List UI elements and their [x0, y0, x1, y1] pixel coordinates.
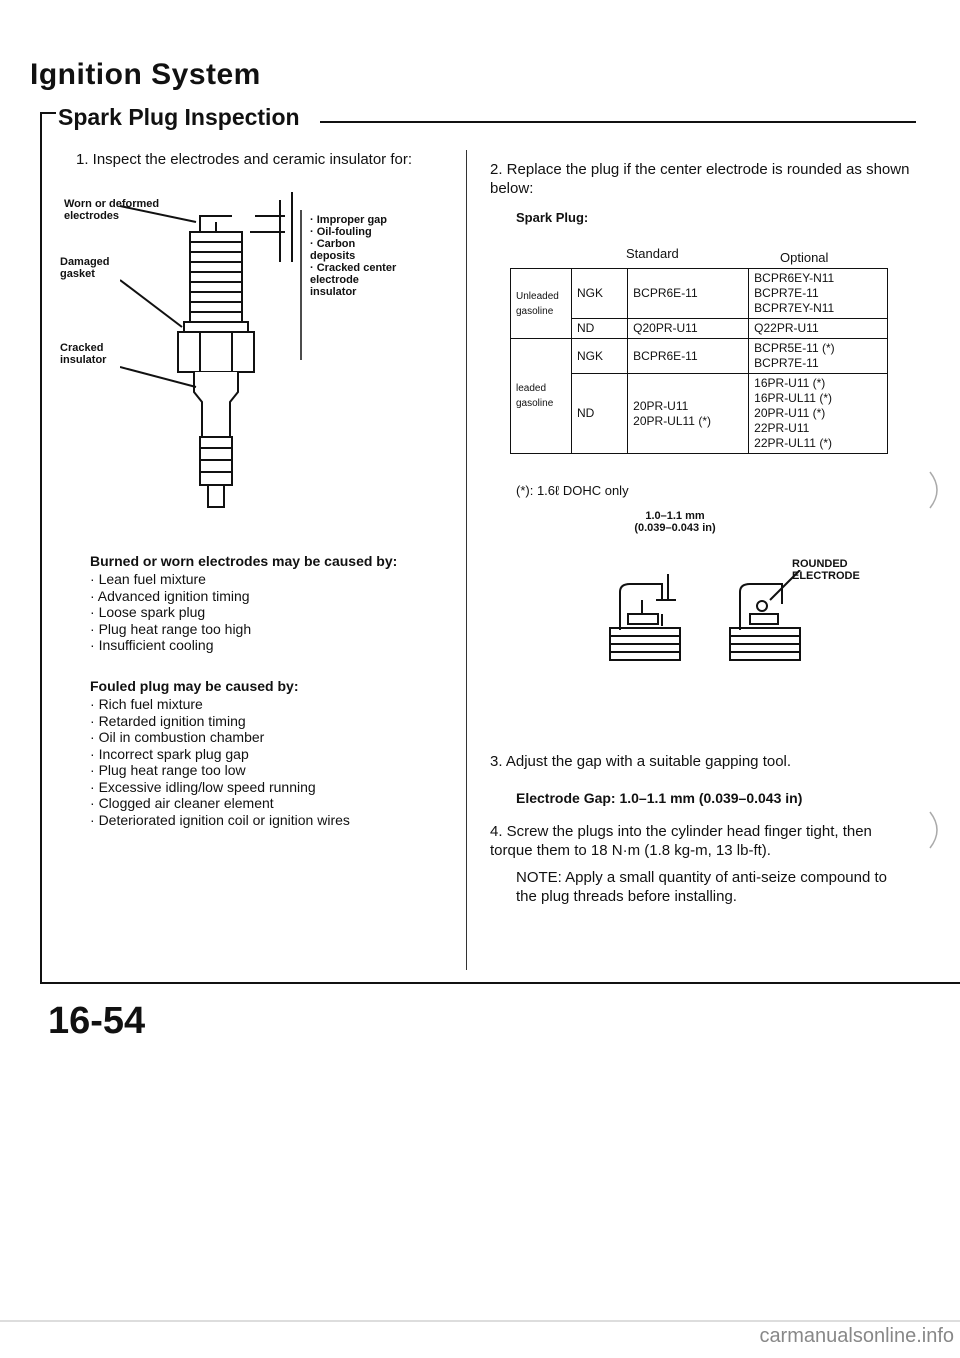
footer-line [0, 1320, 960, 1322]
step-1: 1. Inspect the electrodes and ceramic insulator for: [76, 151, 413, 168]
spark-plug-diagram [120, 192, 310, 522]
standard-part: 20PR-UL11 (*) [633, 413, 711, 428]
section-bracket [40, 112, 56, 114]
page-title: Ignition System [30, 58, 261, 91]
fouled-causes-block [90, 678, 460, 828]
brand-cell: ND [572, 374, 628, 454]
standard-cell [628, 374, 749, 454]
optional-part: 22PR-U11 [754, 421, 810, 435]
optional-part: BCPR7E-11 [754, 356, 819, 370]
gap-figure-label-line: 1.0–1.1 mm [645, 510, 705, 522]
page-number: 16-54 [48, 1000, 146, 1042]
section-title-rule [320, 121, 916, 123]
rounded-label-line: ROUNDED [792, 558, 848, 570]
fuel-unleaded: Unleaded gasoline [511, 269, 572, 339]
optional-part: 16PR-UL11 (*) [754, 391, 832, 405]
list-item: · Plug heat range too low [90, 762, 460, 779]
callout-cracked-insulator: Cracked insulator [60, 342, 107, 366]
optional-part: BCPR7EY-N11 [754, 301, 835, 315]
punch-hole-mark [920, 470, 950, 510]
table-row [511, 339, 888, 374]
list-item: · Excessive idling/low speed running [90, 779, 460, 796]
optional-cell [749, 339, 888, 374]
electrode-gap-spec: Electrode Gap: 1.0–1.1 mm (0.039–0.043 in) [516, 790, 803, 806]
list-item: · Lean fuel mixture [90, 571, 460, 588]
optional-part: 16PR-U11 (*) [754, 376, 826, 390]
checklist-item: · Cracked center electrode insulator [310, 262, 400, 298]
brand-cell: ND [572, 319, 628, 339]
optional-cell [749, 269, 888, 319]
optional-part: 20PR-U11 (*) [754, 406, 826, 420]
plug-good-gap [610, 574, 680, 660]
gap-figure-label-line: (0.039–0.043 in) [634, 522, 716, 534]
list-item: · Rich fuel mixture [90, 696, 460, 713]
checklist-item: · Oil-fouling [310, 226, 400, 238]
callout-worn-electrodes: Worn or deformed electrodes [64, 198, 160, 222]
optional-part: BCPR7E-11 [754, 286, 819, 300]
column-divider [466, 150, 467, 970]
table-row [511, 269, 888, 319]
step-4: 4. Screw the plugs into the cylinder head finger tight, then torque them to 18 N·m (1.8 kg-m, 13 lb-ft). [490, 823, 872, 859]
list-item: · Deteriorated ignition coil or ignition wires [90, 812, 460, 829]
brand-cell: NGK [572, 339, 628, 374]
optional-cell: Q22PR-U11 [749, 319, 888, 339]
electrode-comparison-figure [600, 570, 840, 670]
list-item: · Incorrect spark plug gap [90, 746, 460, 763]
checklist-item: · Improper gap [310, 214, 400, 226]
fouled-causes-heading: Fouled plug may be caused by: [90, 678, 299, 694]
list-item: · Loose spark plug [90, 604, 460, 621]
fuel-leaded: leaded gasoline [511, 339, 572, 454]
list-item: · Clogged air cleaner element [90, 795, 460, 812]
inspection-checklist [310, 214, 400, 298]
optional-part: 22PR-UL11 (*) [754, 436, 832, 450]
watermark: carmanualsonline.info [759, 1325, 954, 1347]
list-item: · Advanced ignition timing [90, 588, 460, 605]
callout-damaged-gasket: Damaged gasket [60, 256, 110, 280]
standard-part: 20PR-U11 [633, 398, 689, 413]
section-left-rule [40, 112, 42, 982]
brand-cell: NGK [572, 269, 628, 319]
checklist-item: · Carbon deposits [310, 238, 400, 262]
section-title: Spark Plug Inspection [58, 104, 300, 130]
punch-hole-mark [920, 810, 950, 850]
rounded-label-line: ELECTRODE [792, 570, 860, 582]
burned-causes-list [90, 571, 460, 654]
list-item: · Retarded ignition timing [90, 713, 460, 730]
step-2: 2. Replace the plug if the center electrode is rounded as shown below: [490, 161, 910, 197]
burned-causes-heading: Burned or worn electrodes may be caused by: [90, 553, 398, 569]
step-3: 3. Adjust the gap with a suitable gapping tool. [490, 753, 792, 770]
col-optional: Optional [780, 250, 829, 265]
standard-cell: Q20PR-U11 [628, 319, 749, 339]
col-standard: Standard [626, 246, 679, 261]
fouled-causes-list [90, 696, 460, 828]
standard-cell: BCPR6E-11 [628, 269, 749, 319]
list-item: · Plug heat range too high [90, 621, 460, 638]
list-item: · Insufficient cooling [90, 637, 460, 654]
standard-cell: BCPR6E-11 [628, 339, 749, 374]
optional-cell [749, 374, 888, 454]
burned-causes-block [90, 553, 460, 654]
bottom-rule [40, 982, 960, 984]
optional-part: BCPR6EY-N11 [754, 271, 835, 285]
install-note: NOTE: Apply a small quantity of anti-seize compound to the plug threads before installing. [516, 869, 888, 905]
spark-plug-table [510, 268, 888, 454]
spark-plug-label: Spark Plug: [516, 210, 589, 225]
plug-rounded-electrode [730, 570, 800, 660]
gap-figure-label [620, 510, 730, 534]
checklist-bracket [296, 210, 306, 360]
optional-part: BCPR5E-11 (*) [754, 341, 835, 355]
list-item: · Oil in combustion chamber [90, 729, 460, 746]
table-footnote: (*): 1.6ℓ DOHC only [516, 483, 629, 498]
